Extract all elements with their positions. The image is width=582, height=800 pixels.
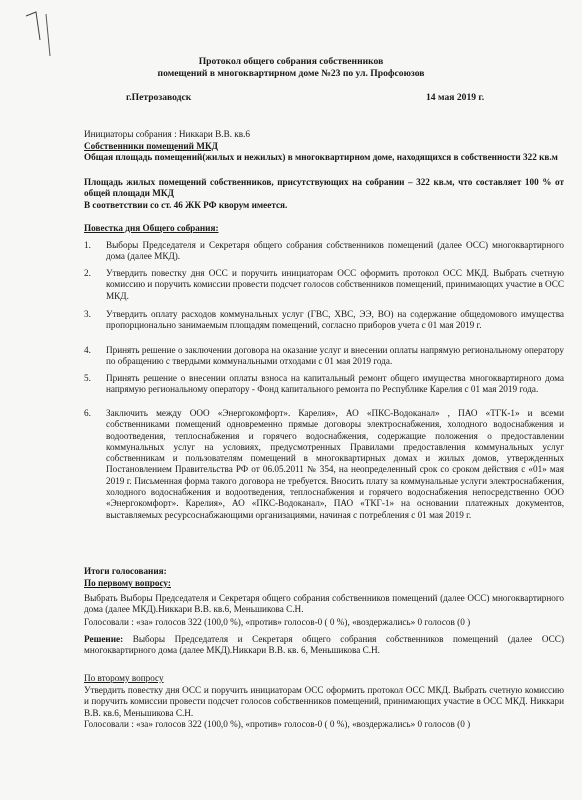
agenda-item-text: Выборы Председателя и Секретаря общего собрания собственников помещений (далее ОСС) многоквартирного дома (далее МКД). <box>106 240 564 262</box>
question1-text: Выбрать Выборы Председателя и Секретаря общего собрания собственников помещений (далее ОСС) многоквартирного дома (далее МКД).Никкари В.В. кв.6, Меньшикова С.Н. <box>84 593 564 615</box>
agenda-item <box>84 240 564 263</box>
decision-label: Решение: <box>84 634 124 644</box>
decision-text: Выборы Председателя и Секретаря общего собрания собственников помещений (далее ОСС) многоквартирного дома (далее МКД).Никкари В.В. кв. 6, Меньшикова С.Н. <box>84 634 564 656</box>
agenda-item <box>84 373 564 396</box>
protocol-title: Протокол общего собрания собственников <box>198 56 384 67</box>
protocol-subtitle: помещений в многоквартирном доме №23 по ул. Профсоюзов <box>157 68 425 79</box>
agenda-item-number: 4. <box>84 345 91 355</box>
city: г.Петрозаводск <box>126 92 192 103</box>
question2-text: Утвердить повестку дня ОСС и поручить инициаторам ОСС оформить протокол ОСС МКД. Выбрать счетную комиссию и поручить комиссии провести подсчет голосов собственников помещений, принимающих участие в ОСС МКД. Никкари В.В. кв.6, Меньшикова С.Н. <box>84 685 564 718</box>
quorum: В соответствии со ст. 46 ЖК РФ кворум имеется. <box>84 200 288 210</box>
agenda-item-text: Принять решение о внесении оплаты взноса на капитальный ремонт общего имущества многоквартирного дома напрямую региональному оператору - Фонд капитального ремонта по Республике Карелия с 01 мая 2019 года. <box>106 373 564 395</box>
question1-votes: Голосовали : «за» голосов 322 (100,0 %), «против» голосов-0 ( 0 %), «воздержались» 0 голосов (0 ) <box>84 617 471 627</box>
agenda-item-number: 6. <box>84 408 91 418</box>
meeting-date: 14 мая 2019 г. <box>426 92 485 103</box>
agenda-item-number: 2. <box>84 268 91 278</box>
question2-votes: Голосовали : «за» голосов 322 (100,0 %), «против» голосов-0 ( 0 %), «воздержались» 0 голосов (0 ) <box>84 719 471 729</box>
agenda-item-number: 3. <box>84 309 91 319</box>
present-area: Площадь жилых помещений собственников, присутствующих на собрании – 322 кв.м, что составляет 100 % от общей площади МКД <box>84 177 564 199</box>
total-area: Общая площадь помещений(жилых и нежилых) в многоквартирном доме, находящихся в собственности 322 кв.м <box>84 152 558 162</box>
agenda-item-number: 1. <box>84 240 91 250</box>
agenda-heading: Повестка дня Общего собрания: <box>84 223 219 233</box>
initiators: Инициаторы собрания : Никкари В.В. кв.6 <box>84 129 250 139</box>
agenda-item-number: 5. <box>84 373 91 383</box>
agenda-item-text: Заключить между ООО «Энергокомфорт». Карелия», АО «ПКС-Водоканал» , ПАО «ТГК-1» и всеми собственниками помещений одновременно прямые договоры электроснабжения, холодного водоснабжения и водоотведения, теплоснабжения и горячего водоснабжения, содержащие положения о предоставлении коммунальных услуг на условиях, предусмотренных Правилами предоставления коммунальных услуг собственникам и пользователям помещений в многоквартирных домах и жилых домов, утвержденных Постановлением Правительства РФ от 06.05.2011 № 354, на неопределенный срок со сроком действия с «01» мая 2019 г. Письменная форма такого договора не требуется. Вносить плату за коммунальные услуги электроснабжения, холодного водоснабжения и водоотведения, теплоснабжения и горячего водоснабжения непосредственно ООО «Энергокомфорт». Карелия», АО «ПКС-Водоканал», ПАО «ТКГ-1» на основании платежных документов, выставляемых ресурсоснабжающими организациями, начиная с потребления с 01 мая 2019 г. <box>106 408 564 520</box>
agenda-item-text: Утвердить оплату расходов коммунальных услуг (ГВС, ХВС, ЭЭ, ВО) на содержание общедомового имущества пропорционально занимаемым площадям помещений, согласно приборов учета с 01 мая 2019 г. <box>106 309 564 331</box>
question1-decision <box>84 634 564 657</box>
agenda-item <box>84 408 564 521</box>
agenda-item <box>84 345 564 368</box>
agenda-item <box>84 268 564 302</box>
agenda-item-text: Утвердить повестку дня ОСС и поручить инициаторам ОСС оформить протокол ОСС МКД. Выбрать счетную комиссию и поручить комиссии провести подсчет голосов собственников помещений, принимающих участие в ОСС МКД. <box>106 268 564 301</box>
results-heading: Итоги голосования: <box>84 566 167 576</box>
handwritten-mark <box>22 10 58 60</box>
agenda-item-text: Принять решение о заключении договора на оказание услуг и внесении оплаты напрямую региональному оператору по обращению с твердыми коммунальными отходами с 01 мая 2019 года. <box>106 345 564 367</box>
question1-heading: По первому вопросу: <box>84 578 171 588</box>
owners-heading: Собственники помещений МКД <box>84 141 218 151</box>
question2-heading: По второму вопросу <box>84 673 164 683</box>
agenda-item <box>84 309 564 332</box>
